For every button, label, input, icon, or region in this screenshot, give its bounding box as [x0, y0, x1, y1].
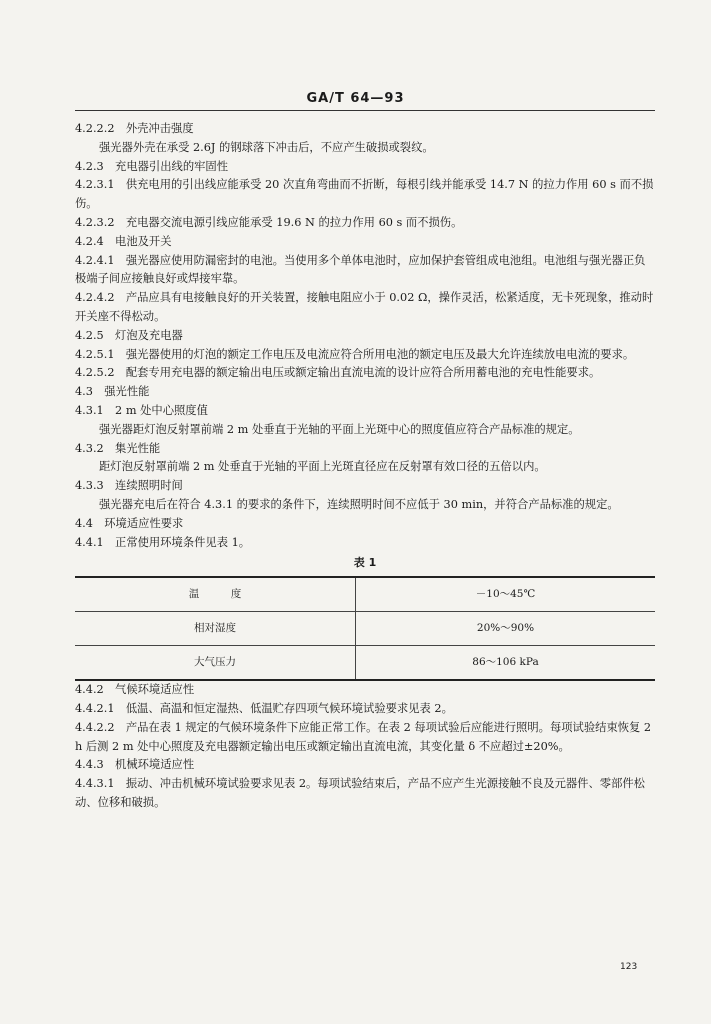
- table-1-caption: 表 1: [353, 556, 377, 570]
- clause-4-2-2-2-heading: 4.2.2.2 外壳冲击强度: [75, 122, 194, 135]
- clause-4-2-3-1: 4.2.3.1 供充电用的引出线应能承受 20 次直角弯曲而不折断，每根引线并能承受 14.7 N 的拉力作用 60 s 而不损伤。: [75, 178, 654, 211]
- table-row: [75, 646, 655, 681]
- table-cell-value: 86～106 kPa: [356, 646, 656, 681]
- table-cell-label: 相对湿度: [75, 612, 356, 646]
- clause-4-4-3-1: 4.4.3.1 振动、冲击机械环境试验要求见表 2。每项试验结束后，产品不应产生光源接触不良及元器件、零部件松动、位移和破损。: [75, 777, 645, 809]
- table-row: [75, 612, 655, 646]
- clause-4-3-heading: 4.3 强光性能: [75, 385, 150, 399]
- clause-4-4-1: 4.4.1 正常使用环境条件见表 1。: [75, 535, 251, 549]
- clause-4-2-4-1: 4.2.4.1 强光器应使用防漏密封的电池。当使用多个单体电池时，应加保护套管组成电池组。电池组与强光器正负极端子间应接触良好或焊接牢靠。: [75, 253, 646, 286]
- clause-4-2-4-2: 4.2.4.2 产品应具有电接触良好的开关装置，接触电阻应小于 0.02 Ω，操作灵活，松紧适度，无卡死现象，推动时开关座不得松动。: [75, 291, 654, 323]
- page-header: GA/T 64—93: [306, 91, 405, 106]
- table-cell-value: －10～45℃: [475, 588, 536, 601]
- table-1: [75, 576, 655, 681]
- table-cell-value: 20%～90%: [356, 612, 656, 646]
- header-rule: [75, 110, 655, 111]
- table-row: [75, 577, 655, 612]
- clause-4-3-3-heading: 4.3.3 连续照明时间: [75, 479, 183, 493]
- clause-4-2-2-2-text: 强光器外壳在承受 2.6J 的钢球落下冲击后，不应产生破损或裂纹。: [99, 140, 434, 154]
- clause-4-4-2-2: 4.4.2.2 产品在表 1 规定的气候环境条件下应能正常工作。在表 2 每项试验后应能进行照明。每项试验结束恢复 2 h 后测 2 m 处中心照度及充电器额定输出电压或额定输出直流电流，其变化量 δ 不应超过±20%。: [75, 720, 652, 753]
- clause-4-4-3-heading: 4.4.3 机械环境适应性: [75, 758, 195, 772]
- clause-4-4-2-1: 4.4.2.1 低温、高温和恒定湿热、低温贮存四项气候环境试验要求见表 2。: [75, 701, 453, 715]
- clause-4-4-2-heading: 4.4.2 气候环境适应性: [75, 683, 195, 697]
- clause-4-2-3-heading: 4.2.3 充电器引出线的牢固性: [75, 159, 229, 173]
- page-number: 123: [620, 962, 638, 972]
- clause-4-2-4-heading: 4.2.4 电池及开关: [75, 234, 172, 248]
- table-cell-label: 温 度: [75, 577, 356, 612]
- clause-4-4-heading: 4.4 环境适应性要求: [75, 516, 184, 530]
- clause-4-2-5-1: 4.2.5.1 强光器使用的灯泡的额定工作电压及电流应符合所用电池的额定电压及最大允许连续放电电流的要求。: [75, 347, 635, 361]
- clause-4-3-2-heading: 4.3.2 集光性能: [75, 441, 161, 455]
- clause-4-2-5-2: 4.2.5.2 配套专用充电器的额定输出电压或额定输出直流电流的设计应符合所用蓄电池的充电性能要求。: [75, 366, 601, 380]
- clause-4-3-1-text: 强光器距灯泡反射罩前端 2 m 处垂直于光轴的平面上光斑中心的照度值应符合产品标准的规定。: [99, 422, 580, 436]
- clause-4-3-2-text: 距灯泡反射罩前端 2 m 处垂直于光轴的平面上光斑直径应在反射罩有效口径的五倍以内。: [99, 460, 546, 474]
- clause-4-2-5-heading: 4.2.5 灯泡及充电器: [75, 328, 183, 342]
- clause-4-3-3-text: 强光器充电后在符合 4.3.1 的要求的条件下，连续照明时间不应低于 30 min，并符合产品标准的规定。: [99, 497, 619, 511]
- clause-4-3-1-heading: 4.3.1 2 m 处中心照度值: [75, 403, 208, 417]
- clause-4-2-3-2: 4.2.3.2 充电器交流电源引线应能承受 19.6 N 的拉力作用 60 s 而不损伤。: [75, 215, 463, 229]
- table-cell-label: 大气压力: [75, 646, 356, 681]
- document-body: [75, 120, 655, 813]
